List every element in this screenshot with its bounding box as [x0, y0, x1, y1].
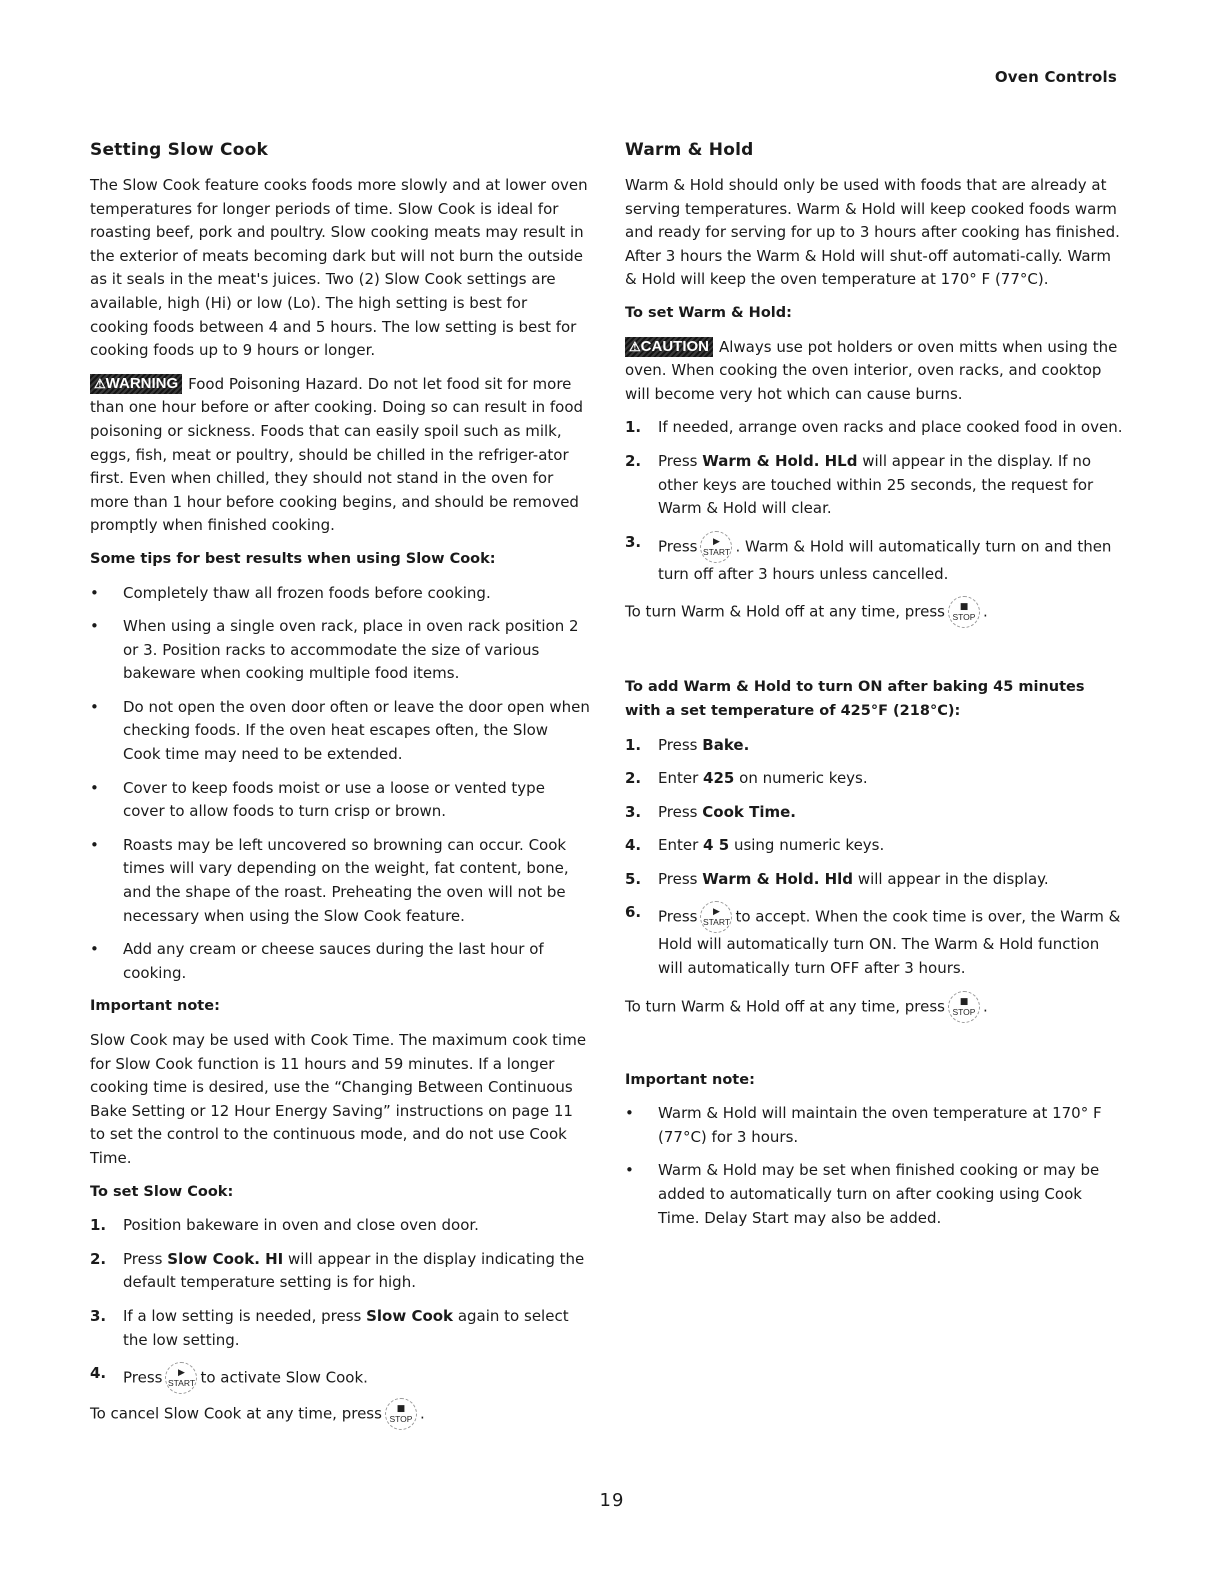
step-text: will appear in the display. If no other keys are touched within 25 seconds, the request for Warm & Hold will clear. — [658, 451, 1094, 518]
note-text: Warm & Hold may be set when finished cooking or may be added to automatically turn on after cooking using Cook Time. Delay Start may also be added. — [658, 1161, 1100, 1227]
step-number: 3. — [625, 802, 642, 821]
step-text: Press — [658, 451, 698, 470]
bullet-icon: • — [625, 1104, 634, 1123]
start-key-icon — [700, 901, 732, 933]
step-text: Press — [658, 537, 698, 556]
step-text: Position bakeware in oven and close oven door. — [123, 1216, 479, 1235]
slow-cook-column — [90, 138, 590, 1440]
step-text: Press — [123, 1368, 163, 1387]
key-name: Warm & Hold. Hld — [702, 869, 854, 888]
stop-key-label: STOP — [389, 1414, 413, 1425]
step-text: will appear in the display indicating the default temperature setting is for high. — [123, 1249, 585, 1292]
play-icon: ▶ — [178, 1368, 185, 1379]
tips-heading: Some tips for best results when using Slow Cook: — [90, 550, 496, 567]
add-warm-hold-heading: To add Warm & Hold to turn ON after baking 45 minutes with a set temperature of 425°F (218°C): — [625, 679, 1085, 719]
list-item — [625, 834, 1125, 858]
slow-cook-note-text: Slow Cook may be used with Cook Time. The maximum cook time for Slow Cook function is 11 hours and 59 minutes. If a longer cooking time is desired, use the “Changing Between Continuous Bake Setting or 12 Hour Energy Saving” instructions on page 11 to set the control to the continuous mode, and do not use Cook Time. — [90, 1031, 587, 1167]
tip-text: Roasts may be left uncovered so browning can occur. Cook times will vary depending on the weight, fat content, bone, and the shape of the roast. Preheating the oven will not be necessary when using the Slow Cook feature. — [123, 835, 569, 925]
warning-label: WARNING — [105, 374, 179, 392]
list-item — [90, 615, 590, 686]
bullet-icon: • — [90, 835, 99, 854]
stop-key-label: STOP — [952, 1006, 976, 1017]
turn-off-line-1: To turn Warm & Hold off at any time, press ■ STOP . — [625, 596, 1125, 628]
step-number: 3. — [90, 1306, 107, 1325]
bullet-icon: • — [625, 1161, 634, 1180]
warm-hold-title: Warm & Hold — [625, 140, 754, 160]
step-text: If a low setting is needed, press — [123, 1306, 362, 1325]
bullet-icon: • — [90, 697, 99, 716]
step-text: on numeric keys. — [739, 769, 868, 788]
list-item — [90, 834, 590, 928]
step-number: 4. — [90, 1364, 107, 1383]
list-item — [90, 1214, 590, 1238]
tip-text: Add any cream or cheese sauces during the last hour of cooking. — [123, 940, 544, 982]
step-text: Press — [123, 1249, 163, 1268]
list-item — [90, 1362, 590, 1394]
key-name: Slow Cook. HI — [167, 1249, 284, 1268]
start-key-label: START — [702, 917, 731, 928]
list-item — [90, 1305, 590, 1352]
tips-list — [90, 582, 590, 986]
warning-triangle-icon: ⚠ — [94, 375, 106, 391]
page-number: 19 — [599, 1490, 625, 1511]
step-text: Enter — [658, 836, 699, 855]
step-text: . Warm & Hold will automatically turn on and then turn off after 3 hours unless cancelled. — [658, 537, 1112, 583]
step-text: to activate Slow Cook. — [200, 1368, 368, 1387]
warm-hold-notes — [625, 1102, 1125, 1230]
bullet-icon: • — [90, 778, 99, 797]
list-item — [90, 938, 590, 985]
caution-label: CAUTION — [640, 337, 709, 355]
step-text: Press — [658, 802, 698, 821]
step-number: 4. — [625, 836, 642, 855]
list-item — [625, 531, 1125, 587]
list-item — [625, 734, 1125, 758]
spacer — [625, 638, 1125, 676]
step-number: 2. — [90, 1249, 107, 1268]
set-slow-cook-heading: To set Slow Cook: — [90, 1183, 234, 1200]
set-warm-hold-heading: To set Warm & Hold: — [625, 304, 792, 321]
step-text: will appear in the display. — [857, 869, 1049, 888]
caution-badge — [625, 337, 713, 357]
list-item — [90, 582, 590, 606]
warning-text: Food Poisoning Hazard. Do not let food sit for more than one hour before or after cooking. Doing so can result in food poisoning or sickness. Foods that can easily spoil such as milk, eggs, fish, meat or poultry, should be chilled in the refriger-ator first. Even when chilled, they should not stand in the oven for more than 1 hour before cooking begins, and should be removed promptly when finished cooking. — [90, 374, 584, 535]
tip-text: When using a single oven rack, place in oven rack position 2 or 3. Position racks to accommodate the size of various bakeware when cooking multiple food items. — [123, 617, 579, 683]
key-name: Cook Time. — [702, 802, 796, 821]
list-item — [625, 416, 1125, 440]
turn-off-text: To turn Warm & Hold off at any time, press — [625, 602, 945, 621]
step-number: 1. — [90, 1216, 107, 1235]
step-text: again to select the low setting. — [123, 1306, 569, 1349]
warning-badge — [90, 374, 182, 394]
list-item — [90, 696, 590, 767]
play-icon: ▶ — [713, 907, 720, 918]
add-warm-hold-steps — [625, 734, 1125, 981]
stop-key-label: STOP — [952, 612, 976, 623]
note-text: Warm & Hold will maintain the oven temperature at 170° F (77°C) for 3 hours. — [658, 1104, 1102, 1146]
cancel-text: To cancel Slow Cook at any time, press — [90, 1404, 382, 1423]
key-name: Bake. — [702, 735, 750, 754]
stop-square-icon: ■ — [959, 996, 969, 1007]
stop-key-icon — [948, 991, 980, 1023]
step-text: using numeric keys. — [733, 836, 885, 855]
slow-cook-title: Setting Slow Cook — [90, 140, 268, 160]
stop-square-icon: ■ — [959, 602, 969, 613]
list-item — [625, 1102, 1125, 1149]
start-key-icon — [700, 531, 732, 563]
stop-key-icon — [385, 1398, 417, 1430]
list-item — [625, 868, 1125, 892]
step-text: If needed, arrange oven racks and place cooked food in oven. — [658, 418, 1123, 437]
step-text: to accept. When the cook time is over, the Warm & Hold will automatically turn ON. The Warm & Hold function will automatically turn OFF after 3 hours. — [658, 907, 1121, 978]
cancel-slow-cook: To cancel Slow Cook at any time, press ■ STOP . — [90, 1398, 590, 1430]
start-key-label: START — [167, 1378, 196, 1389]
step-text: Press — [658, 907, 698, 926]
key-name: Warm & Hold. HLd — [702, 451, 858, 470]
step-text: Press — [658, 869, 698, 888]
tip-text: Do not open the oven door often or leave the door open when checking foods. If the oven heat escapes often, the Slow Cook time may need to be extended. — [123, 697, 590, 764]
list-item — [625, 901, 1125, 980]
turn-off-text: To turn Warm & Hold off at any time, press — [625, 997, 945, 1016]
list-item — [625, 1159, 1125, 1230]
warning-paragraph — [90, 373, 590, 538]
warm-hold-steps — [625, 416, 1125, 586]
turn-off-line-2: To turn Warm & Hold off at any time, press ■ STOP . — [625, 991, 1125, 1023]
tip-text: Completely thaw all frozen foods before cooking. — [123, 583, 491, 602]
caution-text: Always use pot holders or oven mitts when using the oven. When cooking the oven interior, oven racks, and cooktop will become very hot which can cause burns. — [625, 337, 1118, 403]
list-item — [625, 450, 1125, 521]
step-number: 2. — [625, 451, 642, 470]
warm-hold-column — [625, 138, 1125, 1240]
section-header: Oven Controls — [994, 68, 1117, 86]
start-key-label: START — [702, 546, 731, 557]
stop-key-icon — [948, 596, 980, 628]
slow-cook-steps — [90, 1214, 590, 1394]
bullet-icon: • — [90, 583, 99, 602]
step-number: 5. — [625, 869, 642, 888]
key-name: Slow Cook — [366, 1306, 454, 1325]
stop-square-icon: ■ — [396, 1404, 406, 1415]
step-number: 2. — [625, 769, 642, 788]
spacer — [625, 1033, 1125, 1069]
step-number: 3. — [625, 532, 642, 551]
key-name: 4 5 — [703, 836, 730, 855]
step-text: Enter — [658, 769, 699, 788]
play-icon: ▶ — [713, 536, 720, 547]
step-number: 6. — [625, 903, 642, 922]
bullet-icon: • — [90, 940, 99, 959]
warm-hold-note-heading: Important note: — [625, 1071, 755, 1088]
list-item — [625, 767, 1125, 791]
bullet-icon: • — [90, 617, 99, 636]
start-key-icon — [165, 1362, 197, 1394]
key-name: 425 — [703, 769, 735, 788]
caution-triangle-icon: ⚠ — [629, 338, 641, 354]
step-number: 1. — [625, 418, 642, 437]
slow-cook-note-heading: Important note: — [90, 998, 220, 1015]
tip-text: Cover to keep foods moist or use a loose or vented type cover to allow foods to turn crisp or brown. — [123, 778, 545, 821]
warm-hold-intro: Warm & Hold should only be used with foods that are already at serving temperatures. Warm & Hold will keep cooked foods warm and ready for serving for up to 3 hours after cooking has finished. After 3 hours the Warm & Hold will shut-off automati-cally. Warm & Hold will keep the oven temperature at 170° F (77°C). — [625, 176, 1120, 289]
caution-paragraph — [625, 336, 1125, 407]
list-item — [90, 777, 590, 824]
step-number: 1. — [625, 735, 642, 754]
slow-cook-intro: The Slow Cook feature cooks foods more slowly and at lower oven temperatures for longer periods of time. Slow Cook is ideal for roasting beef, pork and poultry. Slow cooking meats may result in the exterior of meats becoming dark but will not burn the outside as it seals in the meat's juices. Two (2) Slow Cook settings are available, high (Hi) or low (Lo). The high setting is best for cooking foods between 4 and 5 hours. The low setting is best for cooking foods up to 9 hours or longer. — [90, 176, 588, 360]
step-text: Press — [658, 735, 698, 754]
list-item — [90, 1248, 590, 1295]
list-item — [625, 801, 1125, 825]
